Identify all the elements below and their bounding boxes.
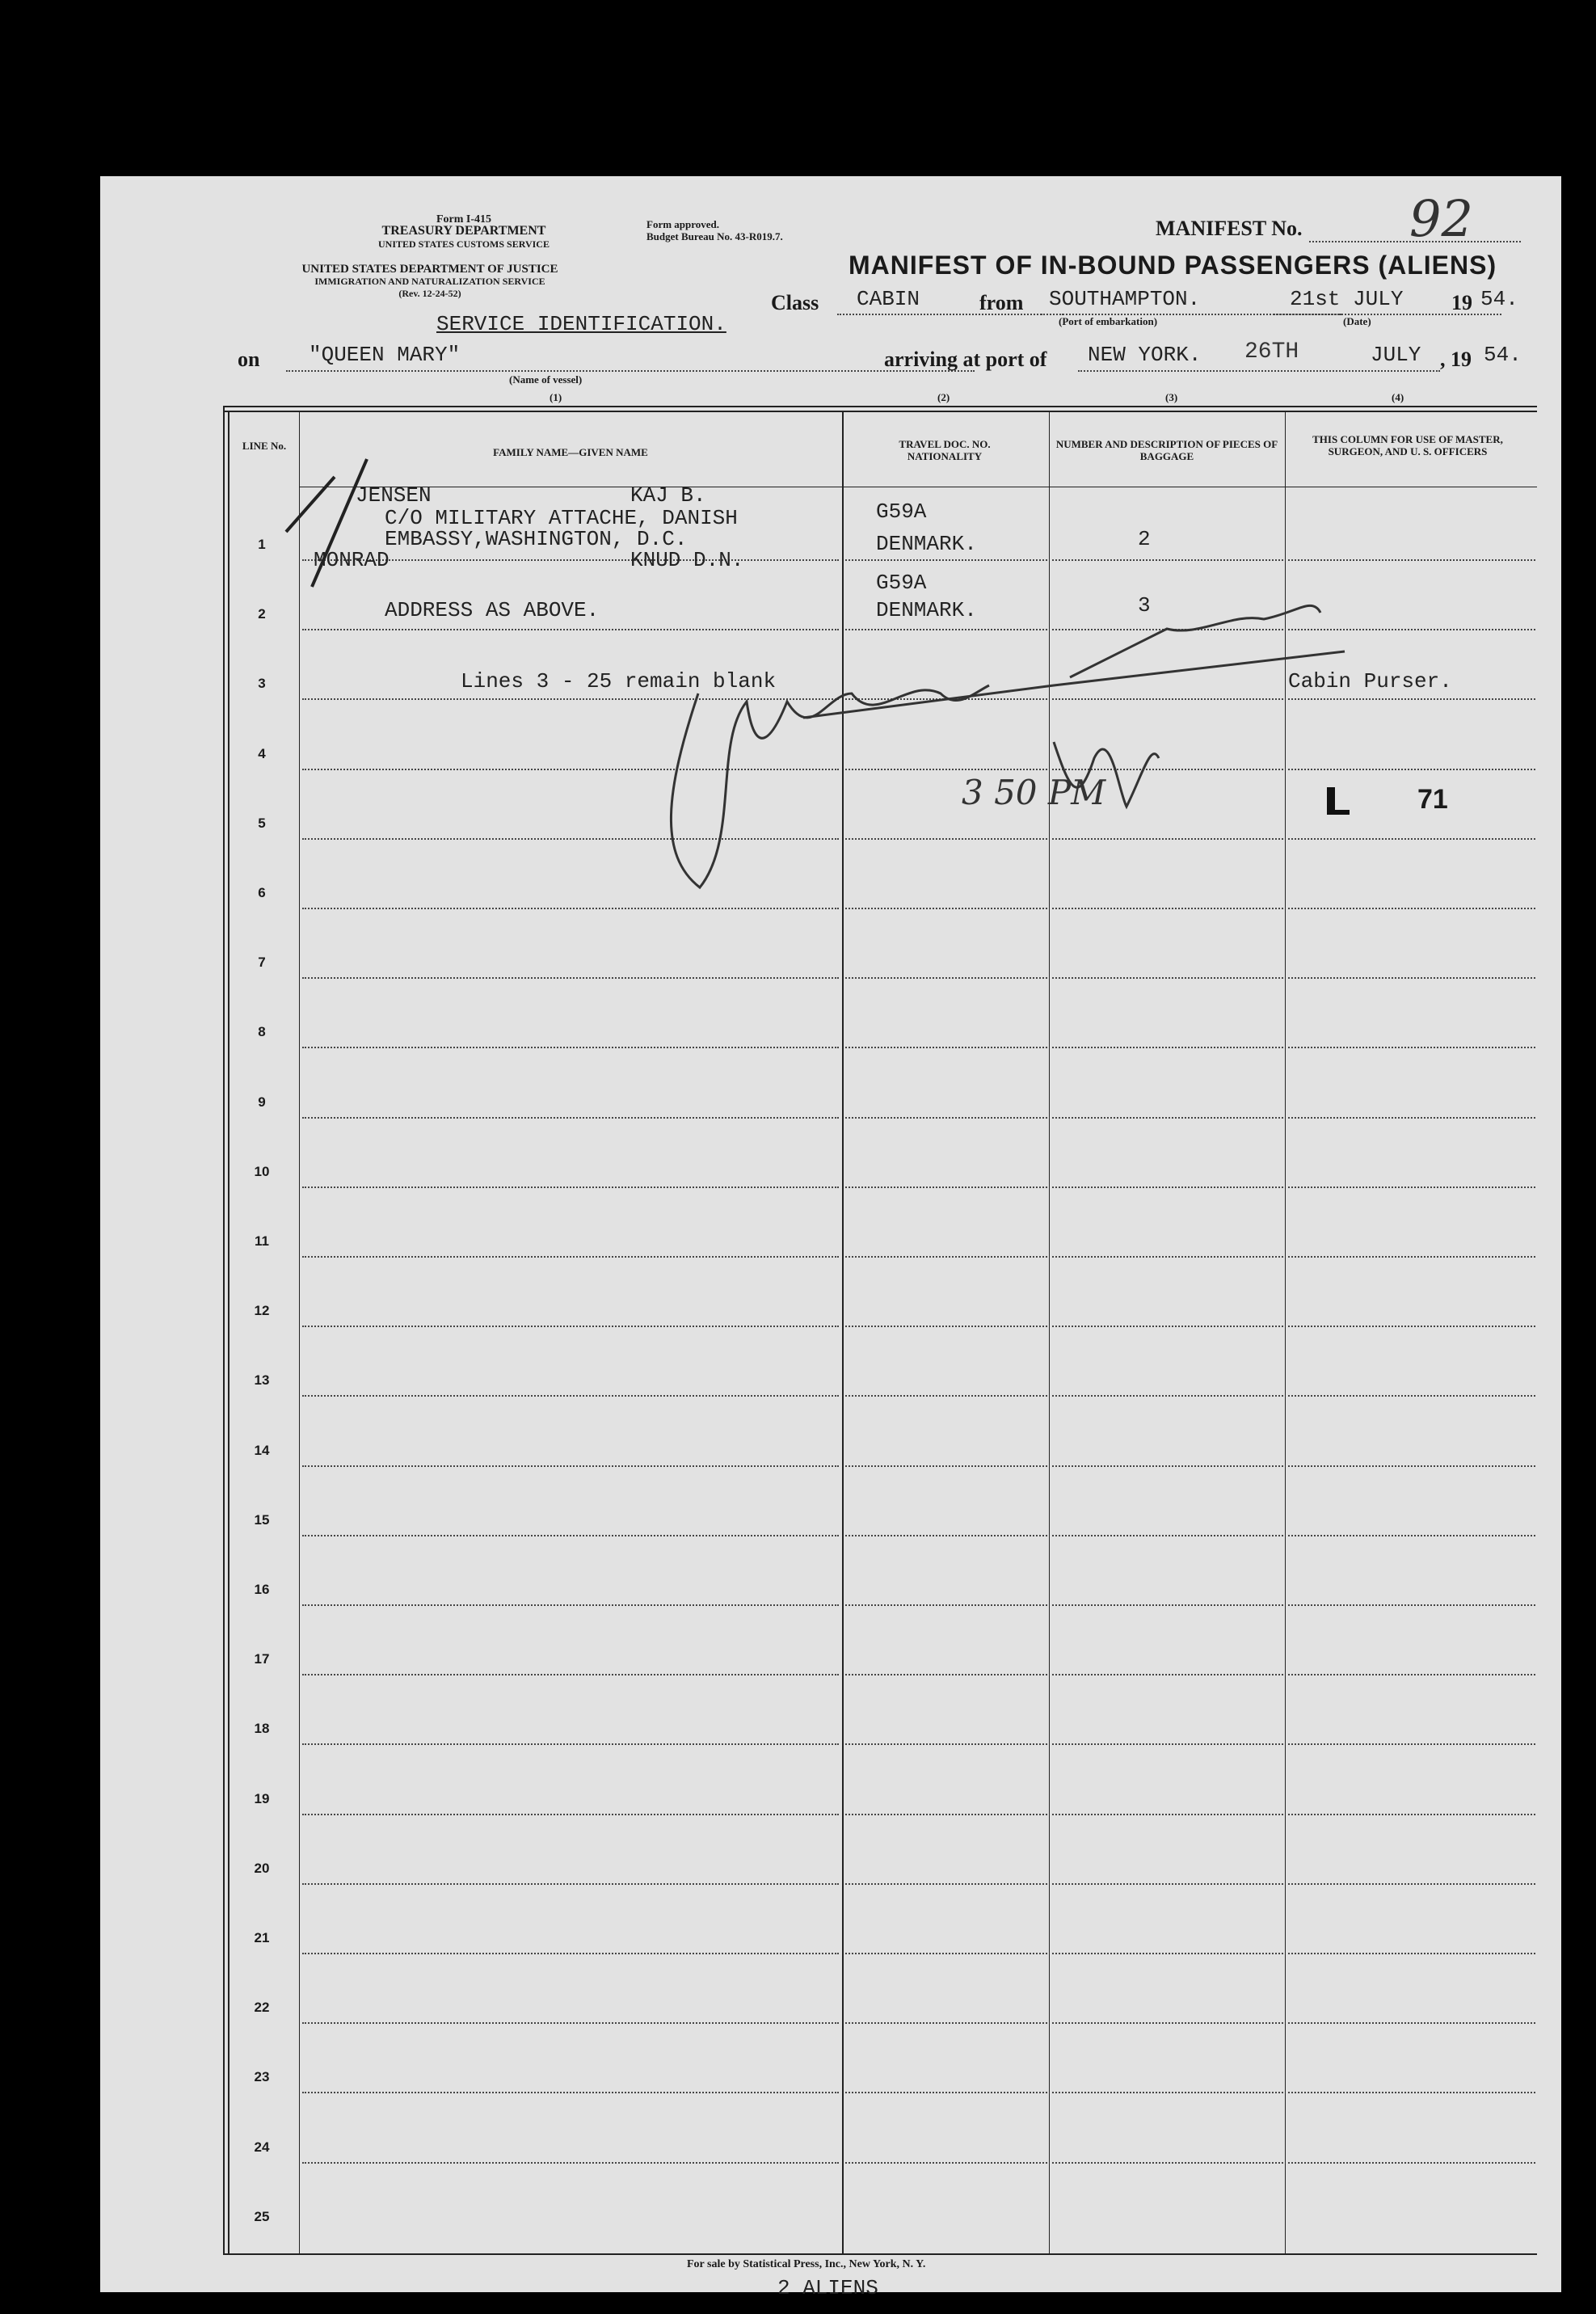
row-rule <box>1052 1187 1283 1188</box>
row-rule <box>845 698 1047 700</box>
line-number: 22 <box>254 2000 270 2016</box>
row-rule <box>845 2092 1047 2093</box>
row-rule <box>302 1743 839 1745</box>
row-rule <box>845 1395 1047 1397</box>
table-top-rule-2 <box>223 411 1537 412</box>
row-rule <box>845 1326 1047 1327</box>
line-number: 13 <box>254 1372 270 1389</box>
ins-service: IMMIGRATION AND NATURALIZATION SERVICE <box>314 276 545 287</box>
row-rule <box>1288 1326 1535 1327</box>
row-rule <box>1288 1883 1535 1885</box>
line-number: 12 <box>254 1303 270 1319</box>
row-rule <box>1052 1256 1283 1258</box>
column-number-4: (4) <box>1392 391 1404 403</box>
row-rule <box>1288 559 1535 561</box>
row-rule <box>1052 1047 1283 1048</box>
row-rule <box>1052 1883 1283 1885</box>
header-family-name: FAMILY NAME—GIVEN NAME <box>493 446 648 458</box>
arrival-line <box>1078 370 1440 372</box>
row-rule <box>1288 2092 1535 2093</box>
arrival-month: JULY <box>1371 343 1421 367</box>
baggage-col-divider <box>1285 411 1286 2253</box>
row-rule <box>302 1117 839 1119</box>
row-rule <box>302 1604 839 1606</box>
row-rule <box>1288 838 1535 840</box>
row-rule <box>1052 2022 1283 2024</box>
header-officers: THIS COLUMN FOR USE OF MASTER, SURGEON, AND U. S. OFFICERS <box>1312 433 1503 457</box>
row-rule <box>1052 2162 1283 2164</box>
row-rule <box>302 1883 839 1885</box>
row-rule <box>1288 1187 1535 1188</box>
budget-bureau: Budget Bureau No. 43-R019.7. <box>646 230 783 242</box>
line-number: 4 <box>258 745 266 761</box>
column-number-2: (2) <box>937 391 950 403</box>
form-approved: Form approved. <box>646 218 720 230</box>
line-number: 15 <box>254 1511 270 1528</box>
row-rule <box>845 1953 1047 1954</box>
line-number: 20 <box>254 1860 270 1876</box>
row-rule <box>845 977 1047 979</box>
row-rule <box>845 1117 1047 1119</box>
date-caption: (Date) <box>1343 315 1371 327</box>
name-col-divider <box>842 411 844 2253</box>
manifest-number: 92 <box>1409 189 1473 248</box>
line-number: 17 <box>254 1651 270 1667</box>
row-rule <box>1052 1465 1283 1467</box>
customs-service: UNITED STATES CUSTOMS SERVICE <box>378 238 550 250</box>
row-rule <box>1288 1047 1535 1048</box>
row-rule <box>302 1674 839 1675</box>
table-left-rule-2 <box>228 411 230 2253</box>
p1-address-1: C/O MILITARY ATTACHE, DANISH <box>385 506 738 530</box>
stamp-mark-base <box>1327 810 1350 815</box>
vessel-name: "QUEEN MARY" <box>309 343 461 367</box>
p2-given-name: KNUD D.N. <box>630 548 744 572</box>
row-rule <box>1052 1395 1283 1397</box>
row-rule <box>302 1953 839 1954</box>
row-rule <box>1052 1326 1283 1327</box>
on-label: on <box>238 348 260 371</box>
p1-baggage: 2 <box>1138 527 1151 551</box>
row-rule <box>302 1187 839 1188</box>
row-rule <box>845 1047 1047 1048</box>
row-rule <box>1288 1604 1535 1606</box>
line-number: 9 <box>258 1094 266 1110</box>
line-number: 16 <box>254 1582 270 1597</box>
p2-nationality: DENMARK. <box>876 598 977 622</box>
column-number-3: (3) <box>1165 391 1178 403</box>
p1-travel-doc: G59A <box>876 499 927 524</box>
row-rule <box>302 1326 839 1327</box>
row-rule <box>1288 1256 1535 1258</box>
row-rule <box>1288 1117 1535 1119</box>
row-rule <box>1288 2022 1535 2024</box>
row-rule <box>845 908 1047 909</box>
row-rule <box>845 1814 1047 1815</box>
class-label: Class <box>771 291 819 314</box>
line-number: 18 <box>254 1721 270 1737</box>
row-rule <box>1288 1743 1535 1745</box>
line-number: 19 <box>254 1790 270 1806</box>
p1-nationality: DENMARK. <box>876 532 977 556</box>
row-rule <box>302 1256 839 1258</box>
row-rule <box>302 698 839 700</box>
revision: (Rev. 12-24-52) <box>398 288 461 299</box>
line-number: 7 <box>258 955 266 971</box>
travel-col-divider <box>1049 411 1050 2253</box>
line-number: 24 <box>254 2139 270 2155</box>
handwritten-time: 3 50 PM <box>962 773 1106 812</box>
row-rule <box>845 2022 1047 2024</box>
row-rule <box>845 559 1047 561</box>
row-rule <box>845 1883 1047 1885</box>
line-number: 3 <box>258 676 266 692</box>
row-rule <box>302 2022 839 2024</box>
port-value: SOUTHAMPTON. <box>1049 287 1201 311</box>
from-label: from <box>979 291 1024 314</box>
line-number: 5 <box>258 815 266 831</box>
row-rule <box>1052 2092 1283 2093</box>
row-rule <box>302 977 839 979</box>
arrival-day: 26TH <box>1244 339 1299 365</box>
line-number: 21 <box>254 1930 270 1945</box>
row-rule <box>302 2162 839 2164</box>
row-rule <box>302 838 839 840</box>
row-rule <box>845 1535 1047 1536</box>
year-prefix: 19 <box>1451 291 1472 314</box>
row-rule <box>845 629 1047 630</box>
line-number: 1 <box>258 537 266 552</box>
row-rule <box>1052 1535 1283 1536</box>
row-rule <box>1052 769 1283 770</box>
row-rule <box>302 769 839 770</box>
row-rule <box>1052 698 1283 700</box>
row-rule <box>1052 559 1283 561</box>
row-rule <box>1052 977 1283 979</box>
row-rule <box>1052 1117 1283 1119</box>
row-rule <box>845 1743 1047 1745</box>
row-rule <box>845 1604 1047 1606</box>
row-rule <box>302 629 839 630</box>
row-rule <box>302 908 839 909</box>
class-value: CABIN <box>857 287 920 311</box>
line-number: 11 <box>255 1233 269 1249</box>
row-rule <box>302 1535 839 1536</box>
manifest-page <box>100 176 1561 2300</box>
form-number: Form I-415 <box>436 213 492 225</box>
line-number: 2 <box>258 606 266 622</box>
column-number-1: (1) <box>550 391 562 403</box>
row-rule <box>302 2092 839 2093</box>
row-rule <box>302 1465 839 1467</box>
line-number: 10 <box>254 1163 270 1179</box>
p2-baggage: 3 <box>1138 593 1151 617</box>
row-rule <box>1052 1814 1283 1815</box>
row-rule <box>1052 629 1283 630</box>
row-rule <box>1288 769 1535 770</box>
row-rule <box>302 1047 839 1048</box>
row-rule <box>1288 1395 1535 1397</box>
header-line-no: LINE No. <box>242 440 287 452</box>
class-line <box>837 314 1063 315</box>
table-left-rule <box>223 406 225 2253</box>
treasury-department: TREASURY DEPARTMENT <box>381 224 546 238</box>
p1-given-name: KAJ B. <box>630 483 706 508</box>
row-rule <box>845 769 1047 770</box>
blank-lines-note: Lines 3 - 25 remain blank <box>461 669 777 693</box>
line-number: 14 <box>254 1442 270 1458</box>
row-rule <box>845 1256 1047 1258</box>
row-rule <box>845 1465 1047 1467</box>
arrival-year-prefix: , 19 <box>1440 348 1472 371</box>
row-rule <box>302 1814 839 1815</box>
row-rule <box>302 1395 839 1397</box>
row-rule <box>1288 1953 1535 1954</box>
arrival-year: 54. <box>1484 343 1522 367</box>
table-top-rule <box>223 406 1537 407</box>
line-number: 23 <box>254 2069 270 2085</box>
p1-address-2: EMBASSY,WASHINGTON, D.C. <box>385 527 688 551</box>
line-number: 25 <box>254 2208 270 2224</box>
stamp-number: 71 <box>1417 784 1448 815</box>
row-rule <box>1052 1674 1283 1675</box>
p2-family-name: MONRAD <box>314 548 390 572</box>
row-rule <box>1052 1604 1283 1606</box>
row-rule <box>845 1187 1047 1188</box>
row-rule <box>1288 2162 1535 2164</box>
aliens-count: 2 ALIENS <box>777 2276 878 2300</box>
year-value: 54. <box>1480 287 1518 311</box>
row-rule <box>845 2162 1047 2164</box>
manifest-no-label: MANIFEST No. <box>1156 217 1303 240</box>
row-rule <box>1288 908 1535 909</box>
printer-note: For sale by Statistical Press, Inc., New York, N. Y. <box>687 2258 926 2270</box>
row-rule <box>1288 1465 1535 1467</box>
p1-family-name: JENSEN <box>356 483 432 508</box>
manifest-title: MANIFEST OF IN-BOUND PASSENGERS (ALIENS) <box>849 251 1497 280</box>
row-rule <box>1288 977 1535 979</box>
row-rule <box>1288 1814 1535 1815</box>
arrival-port: NEW YORK. <box>1088 343 1202 367</box>
row-rule <box>1288 698 1535 700</box>
header-travel-doc: TRAVEL DOC. NO. NATIONALITY <box>899 438 991 462</box>
p2-address: ADDRESS AS ABOVE. <box>385 598 600 622</box>
line-number: 8 <box>258 1024 266 1040</box>
table-bottom-rule <box>223 2253 1537 2255</box>
row-rule <box>1052 1953 1283 1954</box>
arriving-label: arriving at port of <box>884 348 1047 371</box>
header-baggage: NUMBER AND DESCRIPTION OF PIECES OF BAGGAGE <box>1055 438 1278 462</box>
handwritten-marks <box>100 176 1561 2292</box>
row-rule <box>845 1674 1047 1675</box>
row-rule <box>1288 1674 1535 1675</box>
cabin-purser: Cabin Purser. <box>1288 669 1452 693</box>
line-col-divider <box>299 411 300 2253</box>
row-rule <box>1052 838 1283 840</box>
date-value: 21st JULY <box>1290 287 1404 311</box>
port-caption: (Port of embarkation) <box>1059 315 1158 327</box>
vessel-line <box>286 370 975 372</box>
justice-department: UNITED STATES DEPARTMENT OF JUSTICE <box>301 263 558 276</box>
row-rule <box>845 838 1047 840</box>
row-rule <box>1052 1743 1283 1745</box>
vessel-caption: (Name of vessel) <box>509 373 583 386</box>
line-number: 6 <box>258 885 266 900</box>
p2-travel-doc: G59A <box>876 571 927 595</box>
row-rule <box>1052 908 1283 909</box>
service-identification: SERVICE IDENTIFICATION. <box>436 312 726 336</box>
row-rule <box>1288 629 1535 630</box>
row-rule <box>1288 1535 1535 1536</box>
